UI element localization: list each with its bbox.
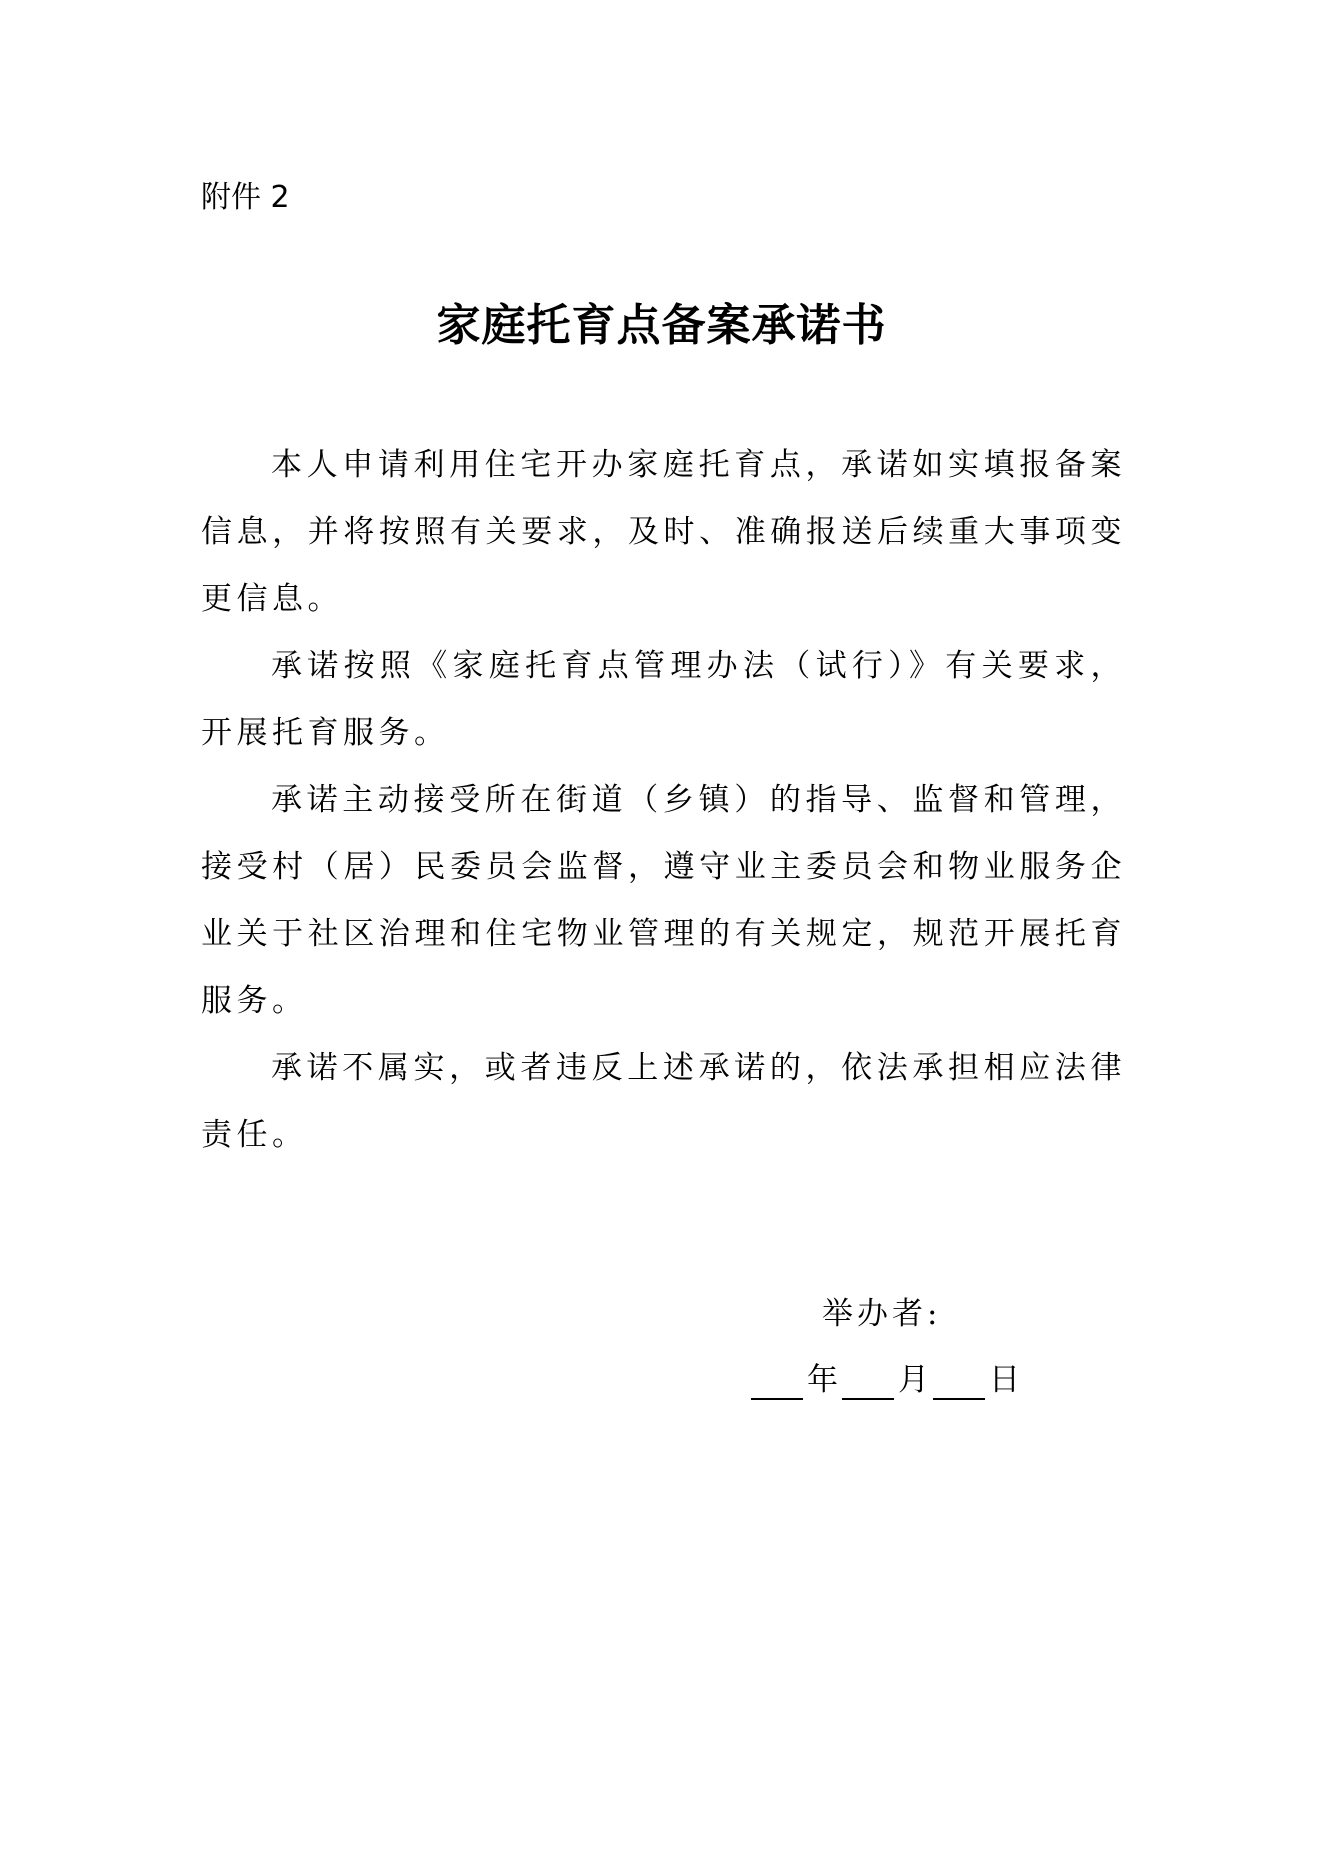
document-body <box>201 432 1126 1169</box>
day-label: 日 <box>989 1362 1020 1398</box>
year-label: 年 <box>807 1362 838 1398</box>
year-blank[interactable] <box>751 1368 803 1400</box>
paragraph-liability: 承诺不属实，或者违反上述承诺的，依法承担相应法律责任。 <box>201 1050 1126 1153</box>
document-title: 家庭托育点备案承诺书 <box>436 300 887 351</box>
paragraph-application: 本人申请利用住宅开办家庭托育点，承诺如实填报备案信息，并将按照有关要求，及时、准确报送后续重大事项变更信息。 <box>201 447 1126 617</box>
date-line <box>751 1360 1024 1400</box>
paragraph-supervision: 承诺主动接受所在街道（乡镇）的指导、监督和管理，接受村（居）民委员会监督，遵守业主委员会和物业服务企业关于社区治理和住宅物业管理的有关规定，规范开展托育服务。 <box>201 782 1126 1019</box>
organizer-signature-label: 举办者: <box>822 1296 942 1332</box>
month-blank[interactable] <box>842 1368 894 1400</box>
attachment-label: 附件 2 <box>201 180 290 215</box>
day-blank[interactable] <box>933 1368 985 1400</box>
month-label: 月 <box>898 1362 929 1398</box>
paragraph-service-standard: 承诺按照《家庭托育点管理办法（试行）》有关要求，开展托育服务。 <box>201 648 1126 751</box>
